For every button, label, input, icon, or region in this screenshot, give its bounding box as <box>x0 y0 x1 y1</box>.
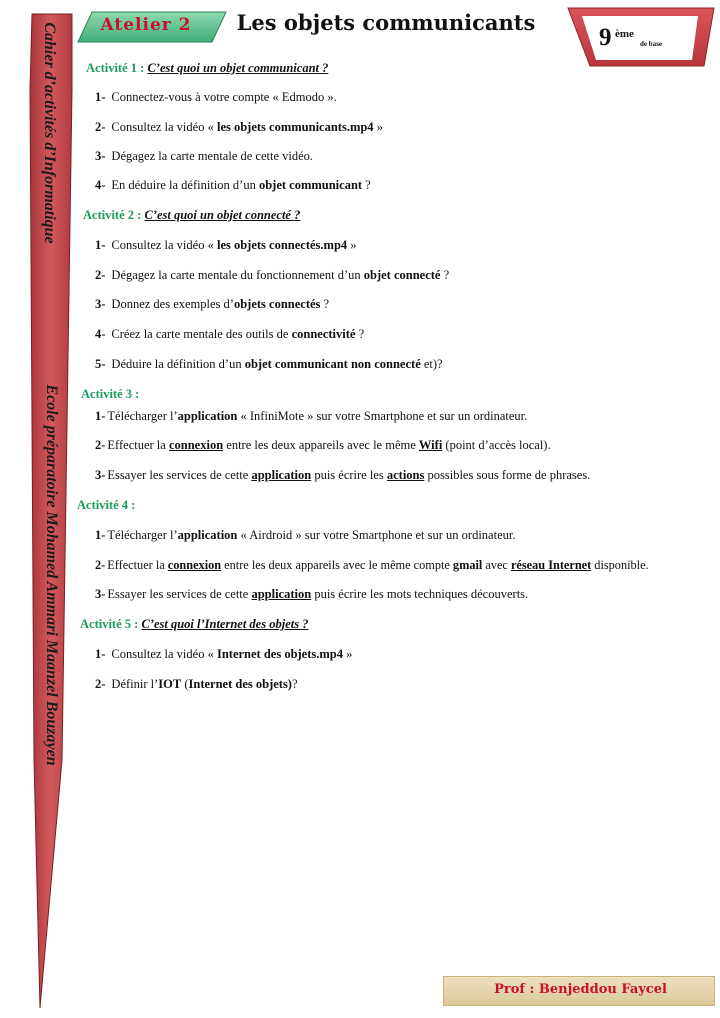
activity-5-heading: Activité 5 : C’est quoi l’Internet des objets ? <box>80 617 309 631</box>
activity-5-item-1: 1- Consultez la vidéo « Internet des objets.mp4 » <box>95 647 353 661</box>
activity-2-heading: Activité 2 : C’est quoi un objet connecté ? <box>83 208 301 222</box>
activity-2-item-5: 5- Déduire la définition d’un objet communicant non connecté et)? <box>95 357 443 371</box>
activity-4-heading: Activité 4 : <box>77 498 136 512</box>
level-subtitle: de base <box>640 40 662 48</box>
activity-4-item-1: 1- Télécharger l’application « Airdroid » sur votre Smartphone et sur un ordinateur. <box>95 528 516 542</box>
activity-4-item-2: 2- Effectuer la connexion entre les deux appareils avec le même compte gmail avec réseau Internet disponible. <box>95 558 649 572</box>
activity-5-item-2: 2- Définir l’IOT (Internet des objets)? <box>95 677 298 691</box>
level-superscript: ème <box>615 28 634 40</box>
footer-author: Prof : Benjeddou Faycel <box>494 982 667 997</box>
level-badge-shape <box>566 6 716 68</box>
page-title: Les objets communicants <box>236 10 536 35</box>
activity-3-item-3: 3- Essayer les services de cette application puis écrire les actions possibles sous forme de phrases. <box>95 468 591 482</box>
sidebar-bottom-text: Ecole préparatoire Mohamed Ammari Maanzel Bouzayen <box>43 384 60 766</box>
activity-1-item-1: 1- Connectez-vous à votre compte « Edmodo ». <box>95 90 337 104</box>
activity-1-heading: Activité 1 : C’est quoi un objet communicant ? <box>86 61 329 75</box>
activity-1-item-2: 2- Consultez la vidéo « les objets communicants.mp4 » <box>95 120 383 134</box>
activity-1-item-3: 3- Dégagez la carte mentale de cette vidéo. <box>95 149 314 163</box>
sidebar-top-text: Cahier d’activités d’Informatique <box>41 22 58 244</box>
activity-3-item-2: 2- Effectuer la connexion entre les deux appareils avec le même Wifi (point d’accès local). <box>95 438 551 452</box>
activity-1-item-4: 4- En déduire la définition d’un objet communicant ? <box>95 178 371 192</box>
activity-3-item-1: 1- Télécharger l’application « InfiniMote » sur votre Smartphone et sur un ordinateur. <box>95 409 528 423</box>
atelier-badge-label: Atelier 2 <box>100 15 192 35</box>
level-number: 9 <box>599 24 612 51</box>
activity-3-heading: Activité 3 : <box>81 387 140 401</box>
activity-4-item-3: 3- Essayer les services de cette application puis écrire les mots techniques découverts. <box>95 587 529 601</box>
activity-2-item-4: 4- Créez la carte mentale des outils de connectivité ? <box>95 327 365 341</box>
activity-2-item-1: 1- Consultez la vidéo « les objets connectés.mp4 » <box>95 238 357 252</box>
activity-2-item-3: 3- Donnez des exemples d’objets connectés ? <box>95 297 330 311</box>
activity-2-item-2: 2- Dégagez la carte mentale du fonctionnement d’un objet connecté ? <box>95 268 450 282</box>
